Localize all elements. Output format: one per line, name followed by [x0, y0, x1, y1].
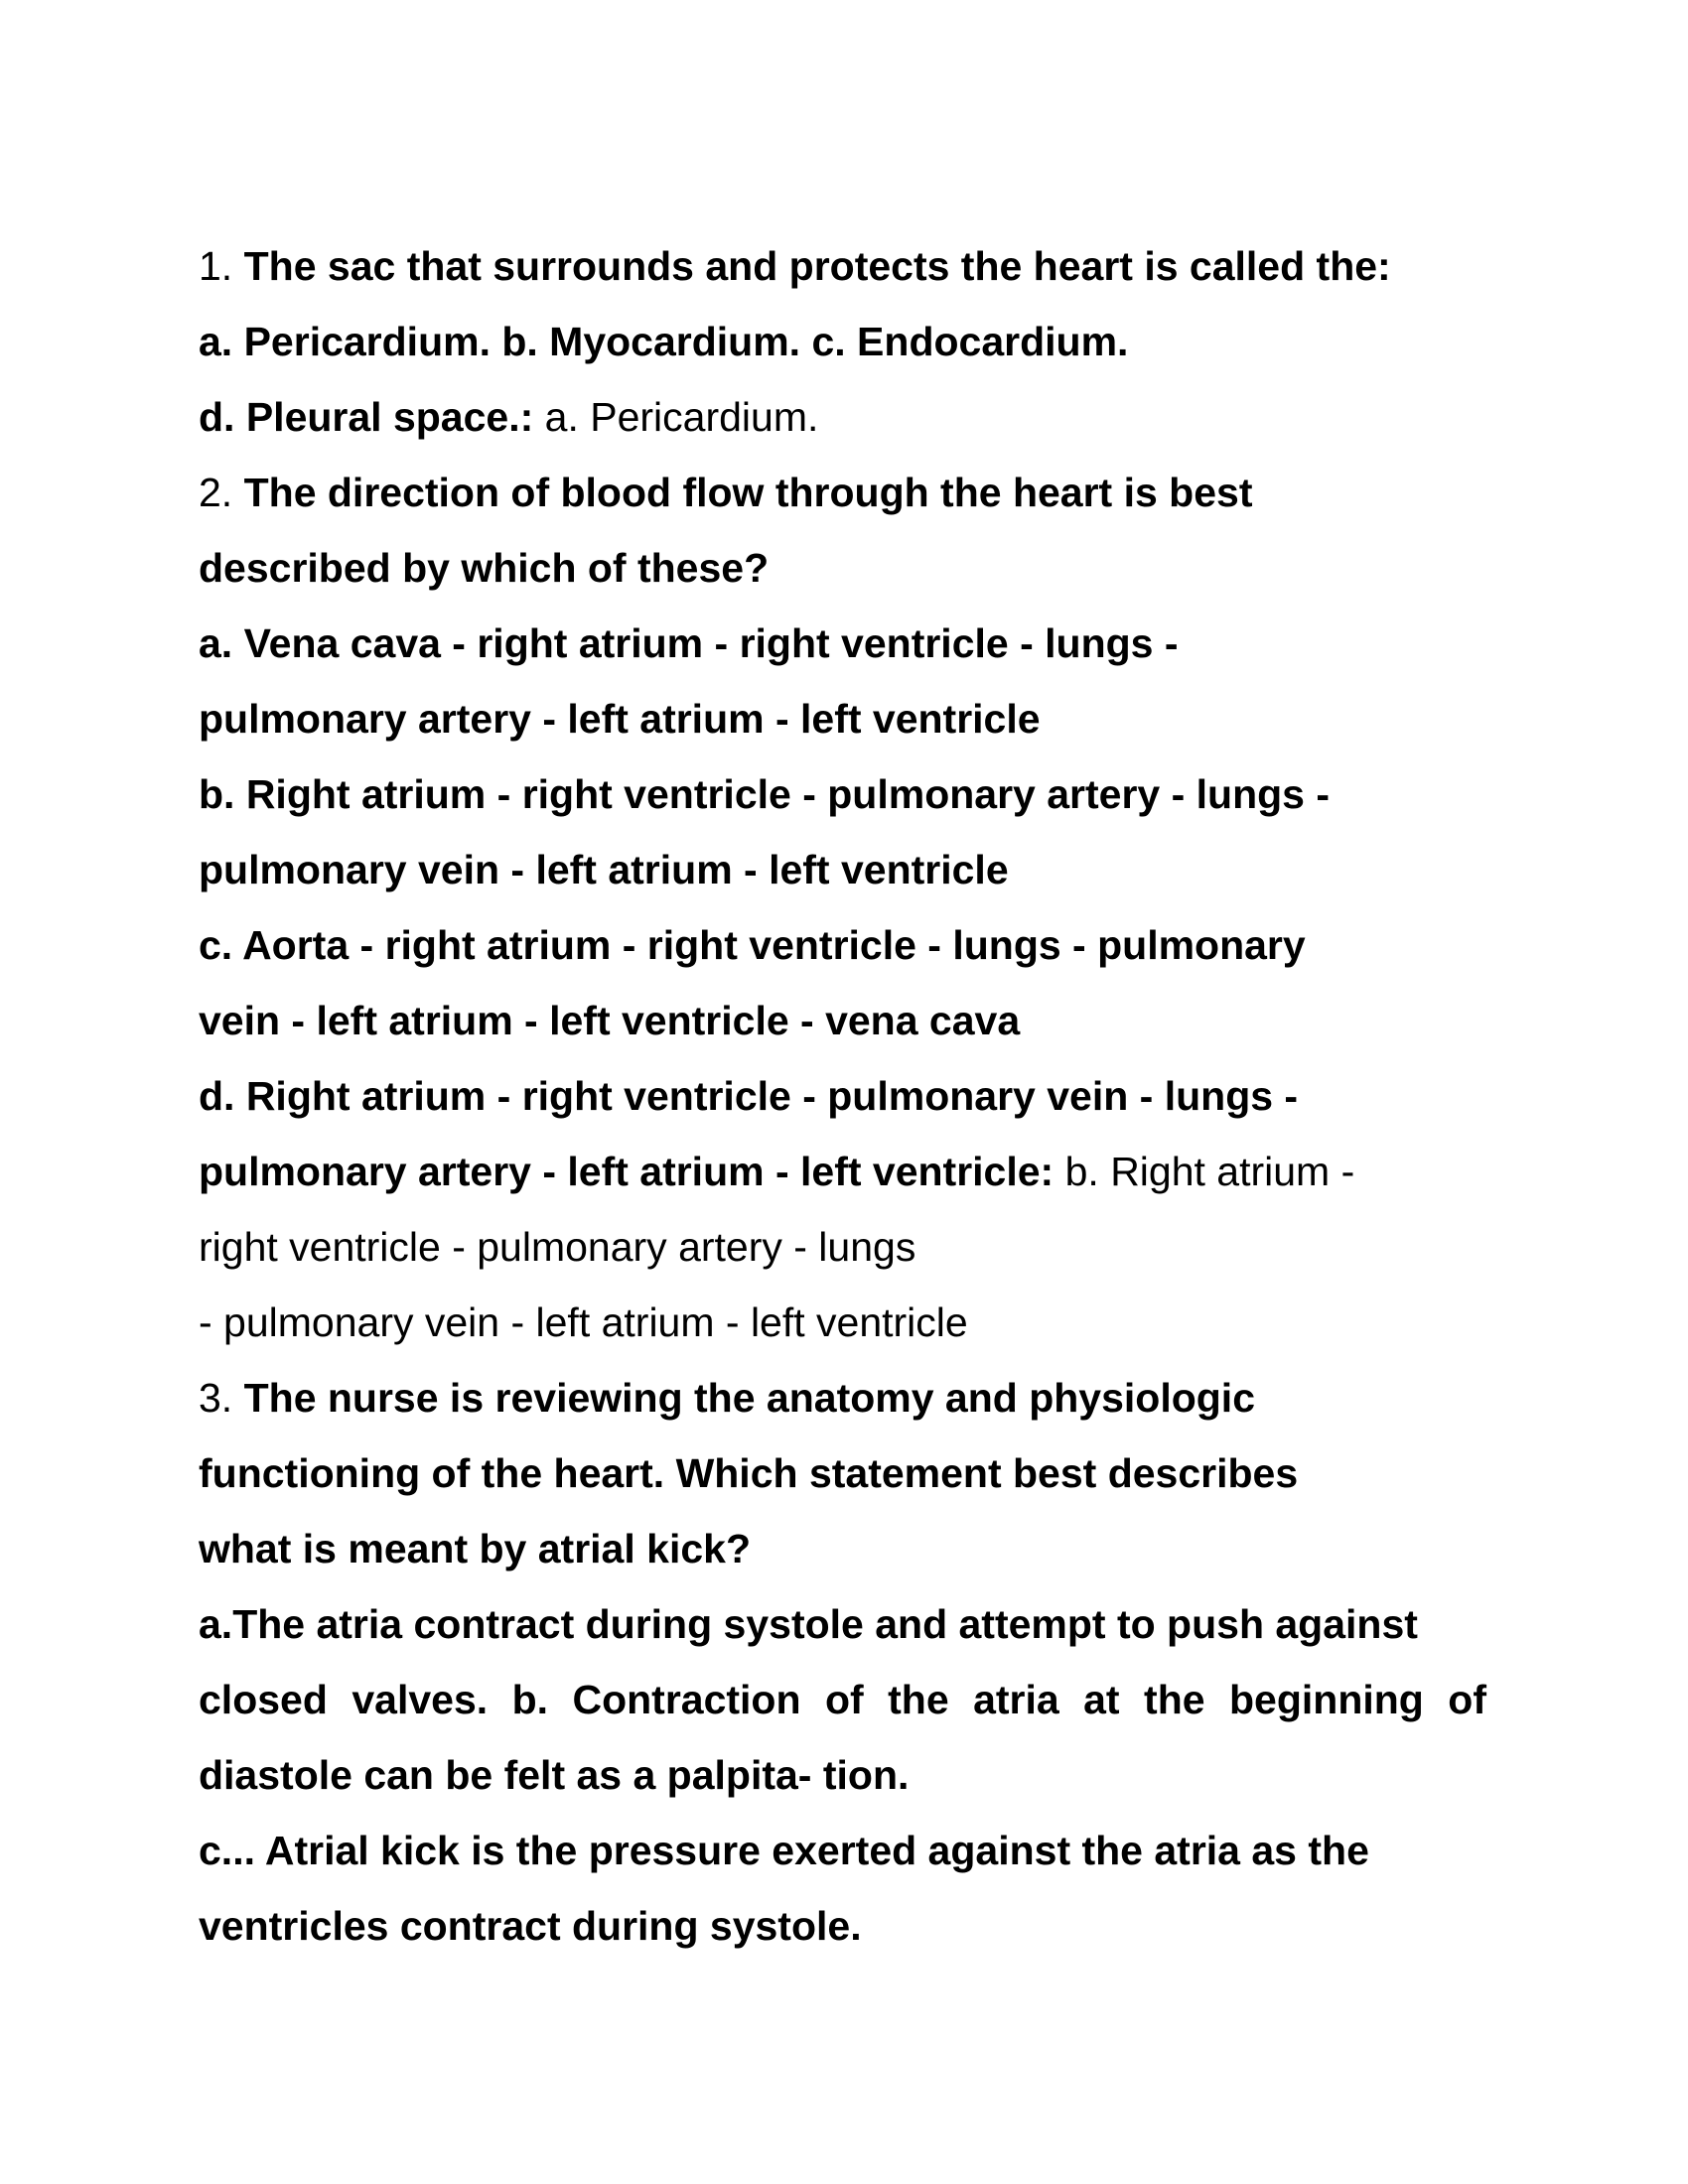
q2-option-b-1: b. Right atrium - right ventricle - pulmonary artery - lungs - [199, 771, 1331, 817]
q3-prompt-1: The nurse is reviewing the anatomy and physiologic [243, 1375, 1256, 1421]
q2-option-b-2: pulmonary vein - left atrium - left ventricle [199, 847, 1009, 892]
q2-number: 2. [199, 470, 233, 515]
q2-option-a-1: a. Vena cava - right atrium - right ventricle - lungs - [199, 620, 1179, 666]
q1-option-d: d. Pleural space.: [199, 394, 534, 440]
q3-option-ab-2: closed valves. b. Contraction of the atria at the beginning of [199, 1677, 1486, 1722]
q3-prompt-3: what is meant by atrial kick? [199, 1526, 751, 1571]
q3-prompt-2: functioning of the heart. Which statement best describes [199, 1450, 1299, 1496]
q3-option-c-1: c... Atrial kick is the pressure exerted against the atria as the [199, 1828, 1369, 1873]
q1-option-d-line [199, 379, 1489, 455]
q3-number: 3. [199, 1375, 233, 1421]
q3-option-b-3: diastole can be felt as a palpita- tion. [199, 1752, 910, 1798]
q2-option-d-2-line [199, 1134, 1489, 1209]
q2-option-d-1: d. Right atrium - right ventricle - pulmonary vein - lungs - [199, 1073, 1299, 1119]
q3-prompt-line [199, 1360, 1489, 1435]
q1-prompt: The sac that surrounds and protects the heart is called the: [243, 243, 1391, 289]
q2-prompt-line [199, 455, 1489, 530]
q2-option-d-2: pulmonary artery - left atrium - left ventricle: [199, 1149, 1055, 1194]
q2-option-c-1: c. Aorta - right atrium - right ventricle - lungs - pulmonary [199, 922, 1306, 968]
q2-option-a-2: pulmonary artery - left atrium - left ventricle [199, 696, 1041, 742]
q2-option-c-2: vein - left atrium - left ventricle - vena cava [199, 998, 1021, 1043]
q1-prompt-line [199, 228, 1489, 304]
q2-answer-3: - pulmonary vein - left atrium - left ventricle [199, 1299, 968, 1345]
q2-prompt-1: The direction of blood flow through the heart is best [243, 470, 1253, 515]
q3-option-a-1: a.The atria contract during systole and attempt to push against [199, 1601, 1418, 1647]
q3-option-c-2: ventricles contract during systole. [199, 1903, 862, 1949]
q1-number: 1. [199, 243, 233, 289]
q2-prompt-2: described by which of these? [199, 545, 770, 591]
q1-answer: a. Pericardium. [544, 394, 819, 440]
q2-answer-2: right ventricle - pulmonary artery - lungs [199, 1224, 916, 1270]
q1-options-line: a. Pericardium. b. Myocardium. c. Endocardium. [199, 319, 1129, 364]
q2-answer-1: b. Right atrium - [1064, 1149, 1355, 1194]
